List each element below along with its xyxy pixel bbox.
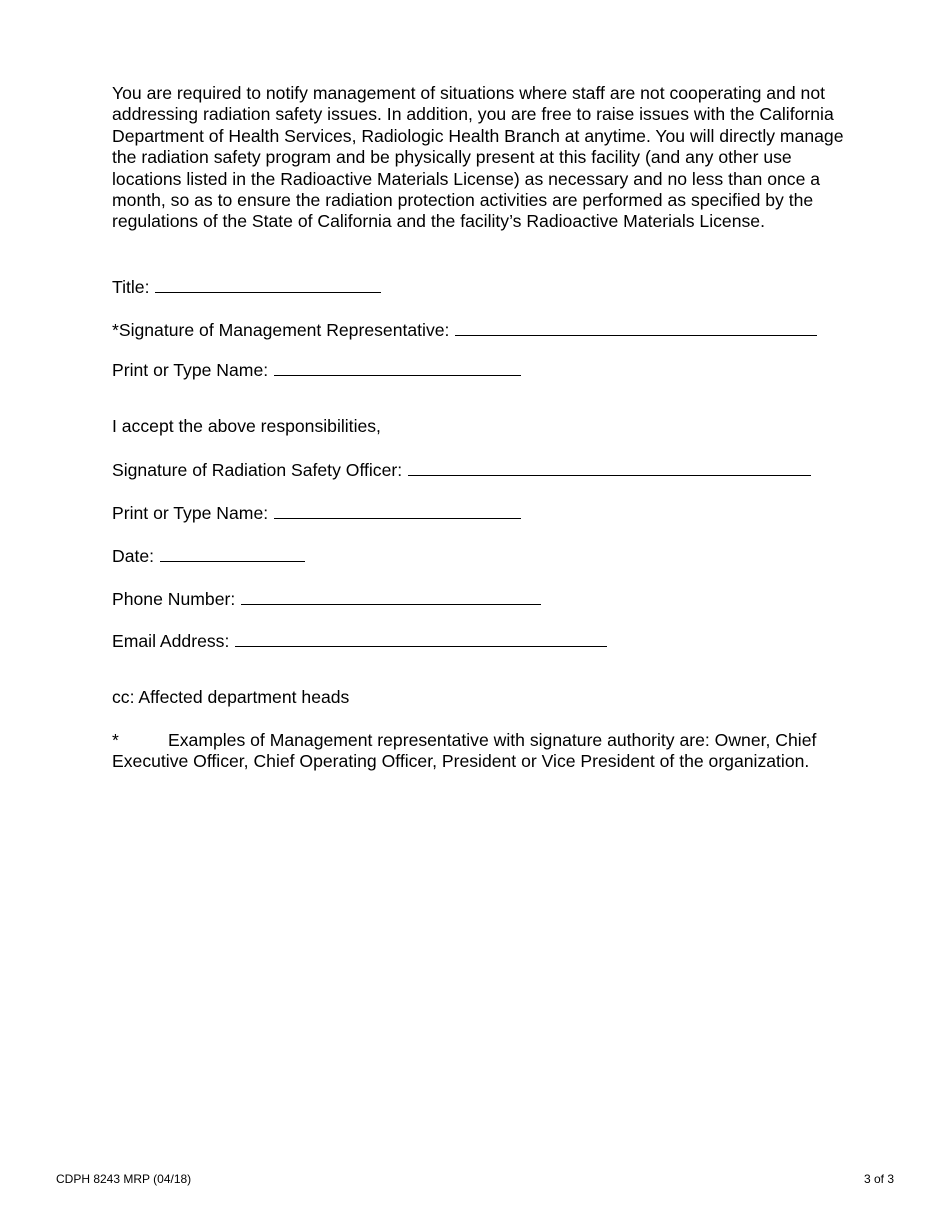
mgmt-print-name-blank[interactable] [274,359,521,376]
rso-signature-label: Signature of Radiation Safety Officer: [112,460,403,480]
footnote [112,730,837,773]
mgmt-signature-blank[interactable] [455,319,817,336]
date-label: Date: [112,546,155,566]
title-blank[interactable] [155,276,381,293]
title-label: Title: [112,277,150,297]
email-blank[interactable] [235,630,607,647]
form-id: CDPH 8243 MRP (04/18) [56,1172,192,1186]
mgmt-signature-field [112,319,817,341]
mgmt-print-name-field [112,359,521,381]
email-label: Email Address: [112,631,230,651]
footnote-marker: * [112,730,119,750]
mgmt-print-name-label: Print or Type Name: [112,360,269,380]
rso-print-name-label: Print or Type Name: [112,503,269,523]
date-field [112,545,305,567]
rso-signature-field [112,459,811,481]
footnote-text: Examples of Management representative with signature authority are: Owner, Chief Executive Officer, Chief Operating Officer, President or Vice President of the organization. [112,730,817,772]
mgmt-signature-label: *Signature of Management Representative: [112,320,450,340]
rso-signature-blank[interactable] [408,459,811,476]
email-field [112,630,607,652]
page-number: 3 of 3 [863,1172,894,1186]
rso-print-name-field [112,502,521,524]
phone-blank[interactable] [241,588,541,605]
phone-label: Phone Number: [112,589,236,609]
acceptance-statement: I accept the above responsibilities, [112,416,381,436]
rso-print-name-blank[interactable] [274,502,521,519]
intro-paragraph: You are required to notify management of situations where staff are not cooperating and not addressing radiation safety issues. In addition, you are free to raise issues with the California Department of Health Services, Radiologic Health Branch at anytime. You will directly manage the radiation safety program and be physically present at this facility (and any other use locations listed in the Radioactive Materials License) as necessary and no less than once a month, so as to ensure the radiation protection activities are performed as specified by the regulations of the State of California and the facility’s Radioactive Materials License. [112,83,844,232]
phone-field [112,588,541,610]
title-field [112,276,381,298]
date-blank[interactable] [160,545,305,562]
cc-line: cc: Affected department heads [112,687,350,707]
